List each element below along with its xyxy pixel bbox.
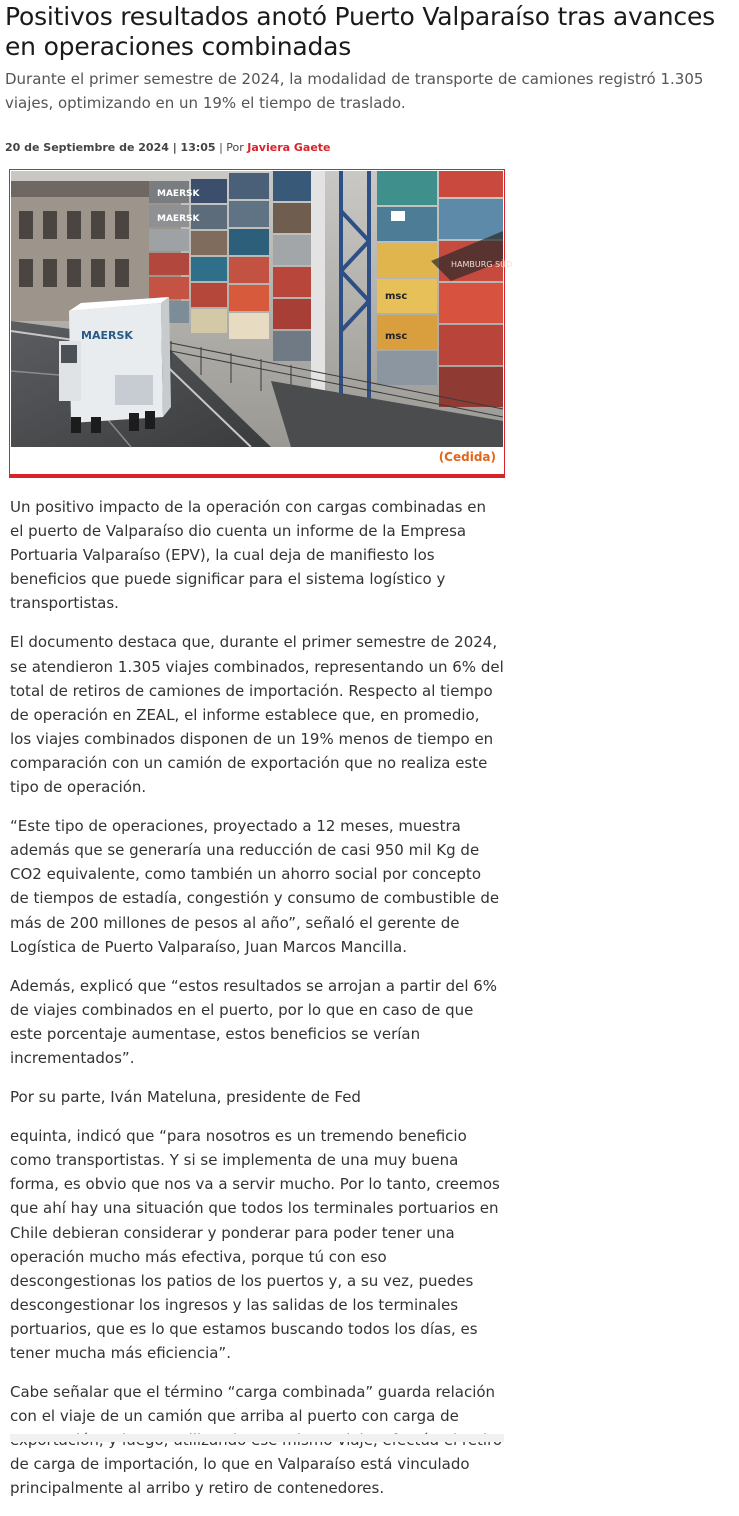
article-photo-figure	[9, 169, 513, 478]
byline	[5, 140, 331, 156]
publish-date: 20 de Septiembre de 2024 | 13:05	[5, 141, 216, 154]
by-label: | Por	[219, 141, 244, 154]
author-link[interactable]: Javiera Gaete	[247, 141, 331, 154]
article-title: Positivos resultados anotó Puerto Valparaíso tras avances en operaciones combinadas	[5, 2, 715, 61]
article-body	[10, 495, 504, 1516]
msc-mark-1: msc	[385, 291, 408, 302]
port-container-photo	[11, 171, 513, 447]
container-brand-label-2: MAERSK	[157, 214, 200, 224]
photo-caption: (Cedida)	[438, 450, 496, 464]
article-paragraph: “Este tipo de operaciones, proyectado a 12 meses, muestra además que se generaría una reducción de casi 950 mil Kg de CO2 equivalente, como también un ahorro social por concepto de tiempos de estadía, congestión y consumo de combustible de más de 200 millones de pesos al año”, señaló el gerente de Logística de Puerto Valparaíso, Juan Marcos Mancilla.	[10, 817, 500, 956]
msc-mark-2: msc	[385, 331, 408, 342]
article-paragraph: Cabe señalar que el término “carga combinada” guarda relación con el viaje de un camión que arriba al puerto con carga de de carga de importación, lo que en Valparaíso está vinculado principalmente al arribo y retiro de contenedores.	[10, 1383, 496, 1498]
article-paragraph: Un positivo impacto de la operación con cargas combinadas en el puerto de Valparaíso dio cuenta un informe de la Empresa Portuaria Valparaíso (EPV), la cual deja de manifiesto los beneficios que puede significar para el sistema logístico y transportistas.	[10, 498, 486, 613]
article-subtitle: Durante el primer semestre de 2024, la modalidad de transporte de camiones registró 1.305 viajes, optimizando en un 19% el tiempo de traslado.	[5, 70, 704, 112]
article-photo[interactable]	[11, 171, 513, 447]
article-paragraph: El documento destaca que, durante el primer semestre de 2024, se atendieron 1.305 viajes combinados, representando un 6% del total de retiros de camiones de importación. Respecto al tiempo de operación en ZEAL, el informe establece que, en promedio, los viajes combinados disponen de un 19% menos de tiempo en comparación con un camión de exportación que no realiza este tipo de operación.	[10, 633, 504, 797]
article-paragraph: Por su parte, Iván Mateluna, presidente de Fed	[10, 1088, 361, 1107]
container-brand-label-1: MAERSK	[157, 189, 200, 199]
article-paragraph: equinta, indicó que “para nosotros es un tremendo beneficio como transportistas. Y si se implementa de una muy buena forma, es obvio que nos va a servir mucho. Por lo tanto, creemos que ahí hay una situación que todos los terminales portuarios en Chile debieran considerar y ponderar para poder tener una operación mucho más efectiva, porque tú con eso descongestionas los patios de los puertos y, a su vez, puedes descongestionar los ingresos y las salidas de los terminales portuarios, que es lo que estamos buscando todos los días, es tener mucha más eficiencia”.	[10, 1127, 500, 1362]
article-paragraph: Además, explicó que “estos resultados se arrojan a partir del 6% de viajes combinados en el puerto, por lo que en caso de que este porcentaje aumentase, estos beneficios se verían incrementados”.	[10, 976, 498, 1067]
truck-brand-label: MAERSK	[81, 329, 133, 342]
next-media-placeholder	[10, 1434, 504, 1442]
stack-brand-label: HAMBURG SÜD	[451, 260, 513, 269]
